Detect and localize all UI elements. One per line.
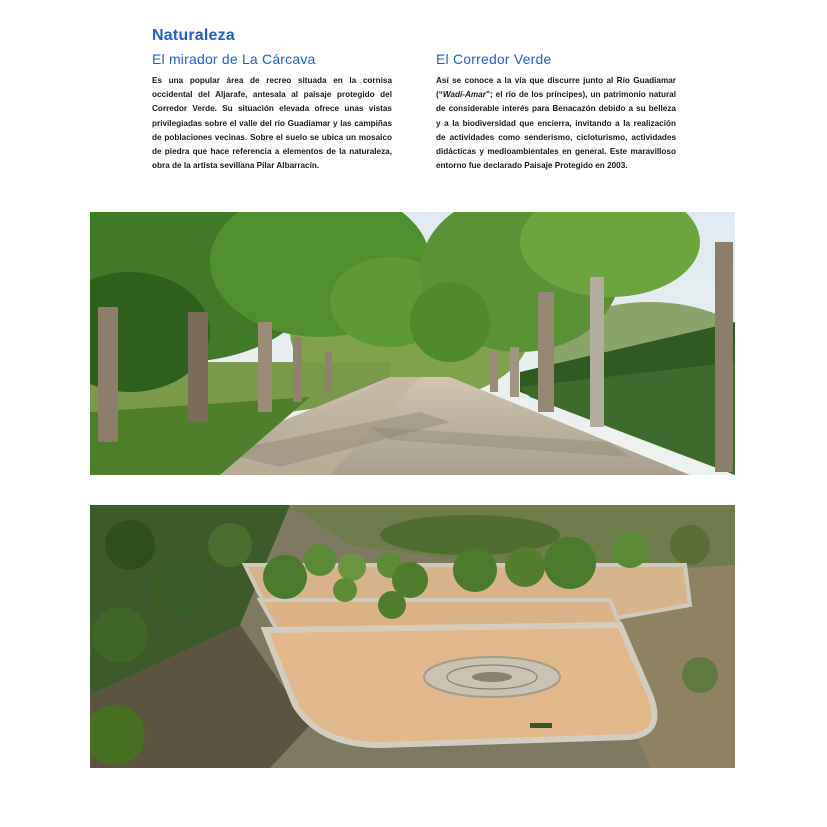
corredor-body-part2: ”; el río de los príncipes), un patrimonio natural de considerable interés para Benacazón debido a su belleza y a la biodiversidad que encierra, invitando a la realización de actividades como senderismo, cicloturismo, actividades didácticas y medioambientales en general. Este maravilloso entorno fue declarado Paisaje Protegido en 2003. (436, 90, 676, 171)
mirador-carcava-photo (90, 505, 735, 768)
section-title: Naturaleza (152, 27, 235, 44)
corredor-body-italic: Wadi-Amar (442, 90, 486, 100)
mirador-heading: El mirador de La Cárcava (152, 51, 316, 67)
corredor-verde-photo (90, 212, 735, 475)
corredor-body-part1: Así se conoce a la vía que discurre junto al Río Guadiamar (“ (436, 76, 676, 100)
corredor-heading: El Corredor Verde (436, 51, 552, 67)
corredor-column (436, 51, 676, 173)
corredor-body (436, 74, 676, 173)
mirador-body: Es una popular área de recreo situada en la cornisa occidental del Aljarafe, antesala al paisaje protegido del Corredor Verde. Su situación elevada ofrece unas vistas privilegiadas sobre el valle del río Guadiamar y las campiñas de poblaciones vecinas. Sobre el suelo se ubica un mosaico de piedra que hace referencia a elementos de la naturaleza, obra de la artista sevillana Pilar Albarracín. (152, 76, 392, 171)
mirador-column (152, 51, 392, 173)
